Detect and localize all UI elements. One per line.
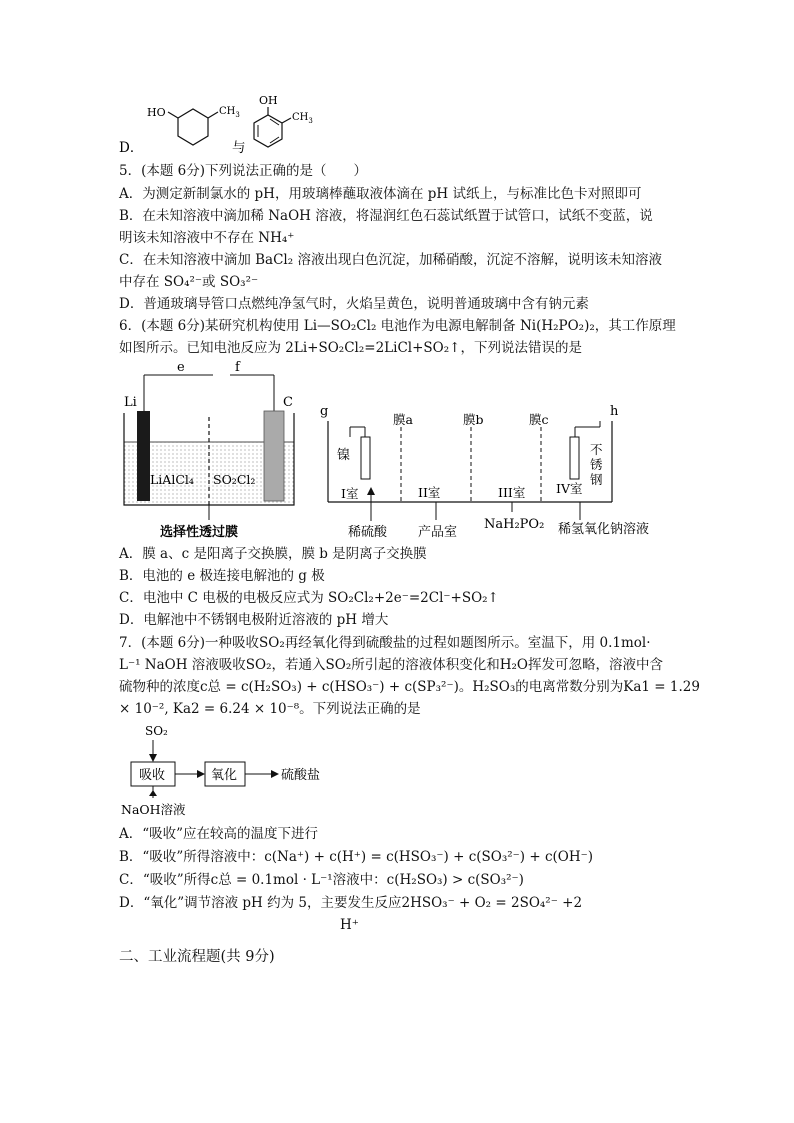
c-electrode <box>264 411 284 501</box>
steel-label-1: 不 <box>590 442 603 457</box>
q7-option-d-line1: D．“氧化”调节溶液 pH 约为 5，主要发生反应2HSO₃⁻ + O₂ = 2SO₄²⁻ +2 <box>119 895 583 911</box>
f-terminal: f <box>235 360 240 375</box>
steel-electrode <box>570 437 579 479</box>
ni-electrode <box>361 437 370 479</box>
absorb-label: 吸收 <box>139 768 166 783</box>
q6-apparatus-diagram <box>0 357 794 547</box>
room-1-label: I室 <box>341 486 359 501</box>
q7-stem-line1: 7．(本题 6分)一种吸收SO₂再经氧化得到硫酸盐的过程如题图所示。室温下，用 0.1mol· <box>119 635 651 651</box>
q7-flow-diagram <box>0 718 794 818</box>
room-4-label: IV室 <box>556 481 583 496</box>
oxidize-label: 氧化 <box>211 768 238 783</box>
q5-option-a: A．为测定新制氯水的 pH，用玻璃棒蘸取液体滴在 pH 试纸上，与标准比色卡对照即可 <box>119 186 642 202</box>
q6-option-a: A．膜 a、c 是阳离子交换膜，膜 b 是阴离子交换膜 <box>119 546 427 562</box>
membrane-b-label: 膜b <box>463 412 484 427</box>
oh-label: OH <box>259 94 278 107</box>
so2-label: SO₂ <box>145 724 168 738</box>
ho-label: HO <box>147 106 166 119</box>
electrolyte-label-1: LiAlCl₄ <box>150 472 194 487</box>
e-terminal: e <box>177 360 185 375</box>
naoh-label: NaOH溶液 <box>121 802 186 817</box>
q5-option-d: D．普通玻璃导管口点燃纯净氢气时，火焰呈黄色，说明普通玻璃中含有钠元素 <box>119 296 589 312</box>
cyclohexane-ring <box>178 109 208 145</box>
steel-label-2: 锈 <box>590 457 603 472</box>
membrane-c-label: 膜c <box>529 412 549 427</box>
g-terminal: g <box>320 404 329 419</box>
q5-option-b-line2: 明该未知溶液中不存在 NH₄⁺ <box>119 230 295 246</box>
q7-stem-line2: L⁻¹ NaOH 溶液吸收SO₂，若通入SO₂所引起的溶液体积变化和H₂O挥发可忽略，溶液中含 <box>119 657 663 673</box>
c-label: C <box>283 395 293 410</box>
li-label: Li <box>124 395 137 410</box>
steel-label-3: 钢 <box>590 472 603 487</box>
q7-option-c: C．“吸收”所得c总 = 0.1mol · L⁻¹溶液中：c(H₂SO₃) > c(SO₃²⁻) <box>119 872 524 888</box>
q7-option-d-line2: H⁺ <box>340 917 359 933</box>
q7-stem-line4: × 10⁻², Ka2 = 6.24 × 10⁻⁸。下列说法正确的是 <box>119 701 421 717</box>
q5-stem: 5．(本题 6分)下列说法正确的是（ ） <box>119 163 368 179</box>
ni-label: 镍 <box>337 448 351 463</box>
room-3-label: III室 <box>498 485 526 500</box>
membrane-a-label: 膜a <box>393 412 413 427</box>
q7-option-a: A．“吸收”应在较高的温度下进行 <box>119 826 319 842</box>
q5-option-c-line1: C．在未知溶液中滴加 BaCl₂ 溶液出现白色沉淀，加稀硝酸，沉淀不溶解，说明该未知溶液 <box>119 252 662 268</box>
q5-option-c-line2: 中存在 SO₄²⁻或 SO₃²⁻ <box>119 274 259 290</box>
membrane-label: 选择性透过膜 <box>160 525 239 540</box>
ch3-label-2: $CH_3$ <box>292 112 313 125</box>
dilute-sulfuric-acid: 稀硫酸 <box>348 525 388 540</box>
q4d-structures <box>0 0 794 160</box>
q6-option-c: C．电池中 C 电极的电极反应式为 SO₂Cl₂+2e⁻=2Cl⁻+SO₂↑ <box>119 590 499 606</box>
h-terminal: h <box>610 404 619 419</box>
dilute-naoh-solution: 稀氢氧化钠溶液 <box>558 522 650 537</box>
room-2-label: II室 <box>418 485 441 500</box>
li-electrode <box>137 411 150 501</box>
product-room: 产品室 <box>418 525 458 540</box>
q5-option-b-line1: B．在未知溶液中滴加稀 NaOH 溶液，将湿润红色石蕊试纸置于试管口，试纸不变蓝，说 <box>119 208 653 224</box>
q6-stem-line1: 6．(本题 6分)某研究机构使用 Li—SO₂Cl₂ 电池作为电源电解制备 Ni(H₂PO₂)₂，其工作原理 <box>119 318 676 334</box>
q7-stem-line3: 硫物种的浓度c总 = c(H₂SO₃) + c(HSO₃⁻) + c(SP₃²⁻)。H₂SO₃的电离常数分别为Ka1 = 1.29 <box>119 679 700 695</box>
electrolyte-label-2: SO₂Cl₂ <box>213 472 256 487</box>
connector: 与 <box>232 140 246 156</box>
battery-diagram <box>124 360 294 540</box>
q4d-label: D． <box>119 140 144 156</box>
ch3-label-1: $CH_3$ <box>219 106 240 119</box>
electrolytic-cell-diagram <box>320 404 649 540</box>
q6-stem-line2: 如图所示。已知电池反应为 2Li+SO₂Cl₂=2LiCl+SO₂↑，下列说法错误的是 <box>119 340 582 356</box>
nah2po2-label: NaH₂PO₂ <box>484 517 545 532</box>
q7-option-b: B．“吸收”所得溶液中：c(Na⁺) + c(H⁺) = c(HSO₃⁻) + c(SO₃²⁻) + c(OH⁻) <box>119 849 594 865</box>
q6-option-b: B．电池的 e 极连接电解池的 g 极 <box>119 568 325 584</box>
section-2-heading: 二、工业流程题(共 9分) <box>119 949 275 965</box>
sulfate-label: 硫酸盐 <box>281 768 321 783</box>
q6-option-d: D．电解池中不锈钢电极附近溶液的 pH 增大 <box>119 612 389 628</box>
